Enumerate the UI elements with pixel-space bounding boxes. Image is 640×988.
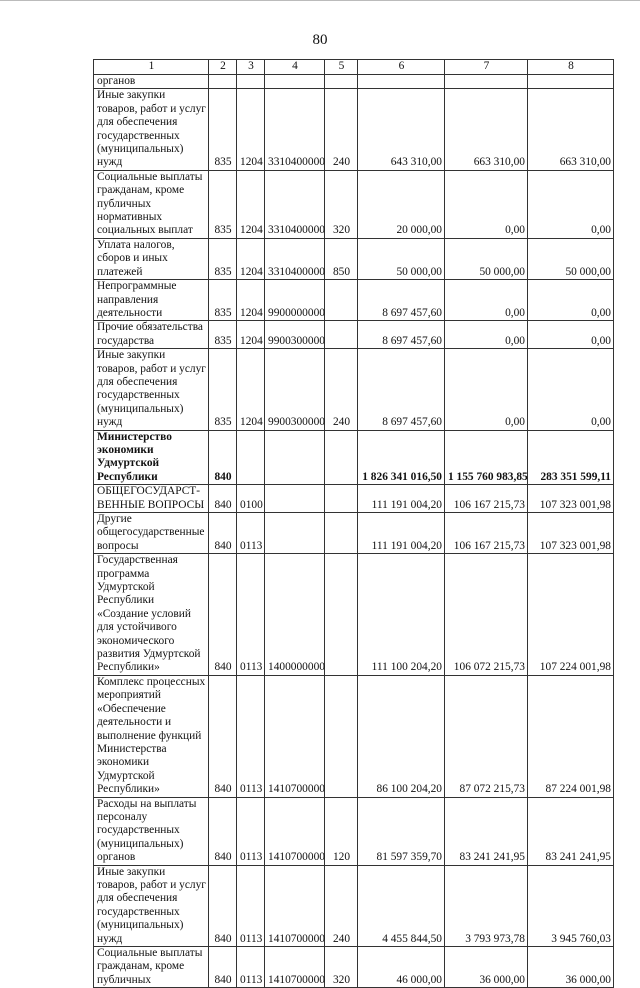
row-name: Уплата налогов, сборов и иных платежей xyxy=(94,238,209,279)
amount-col8: 50 000,00 xyxy=(528,238,614,279)
target-article-code: 3310400000 xyxy=(265,238,325,279)
row-name: Иные закупки товаров, работ и услуг для обеспечения государственных (муниципальных) нужд xyxy=(94,349,209,430)
table-row xyxy=(94,675,614,797)
header-row xyxy=(94,60,614,75)
amount-col8: 0,00 xyxy=(528,321,614,349)
ministry-code: 840 xyxy=(209,513,237,554)
target-article-code: 9900300000 xyxy=(265,349,325,430)
amount-col6: 8 697 457,60 xyxy=(358,321,445,349)
table-row xyxy=(94,89,614,170)
amount-col8: 0,00 xyxy=(528,349,614,430)
section-code: 0113 xyxy=(237,513,265,554)
section-code: 0113 xyxy=(237,675,265,797)
row-name: органов xyxy=(94,75,209,89)
column-header: 8 xyxy=(528,60,614,75)
amount-col6: 20 000,00 xyxy=(358,170,445,238)
page-number: 80 xyxy=(312,32,328,48)
amount-col7 xyxy=(445,75,528,89)
expense-type-code: 240 xyxy=(325,89,358,170)
amount-col7: 0,00 xyxy=(445,280,528,321)
ministry-code: 840 xyxy=(209,865,237,946)
row-name: Иные закупки товаров, работ и услуг для обеспечения государственных (муниципальных) нужд xyxy=(94,89,209,170)
amount-col7: 1 155 760 983,85 xyxy=(445,430,528,485)
table-row xyxy=(94,947,614,988)
amount-col8: 283 351 599,11 xyxy=(528,430,614,485)
section-code xyxy=(237,75,265,89)
row-name: Социальные выплаты гражданам, кроме публичных xyxy=(94,947,209,988)
amount-col8: 107 323 001,98 xyxy=(528,485,614,513)
table-row xyxy=(94,75,614,89)
section-code: 1204 xyxy=(237,170,265,238)
row-name: ОБЩЕГОСУДАРСТ-ВЕННЫЕ ВОПРОСЫ xyxy=(94,485,209,513)
section-code: 1204 xyxy=(237,238,265,279)
column-header: 1 xyxy=(94,60,209,75)
page-top-edge xyxy=(0,0,640,1)
table-row xyxy=(94,797,614,865)
section-code xyxy=(237,430,265,485)
column-header: 2 xyxy=(209,60,237,75)
amount-col6: 4 455 844,50 xyxy=(358,865,445,946)
ministry-code: 835 xyxy=(209,349,237,430)
section-code: 0113 xyxy=(237,797,265,865)
amount-col6: 643 310,00 xyxy=(358,89,445,170)
amount-col8: 0,00 xyxy=(528,170,614,238)
expense-type-code: 240 xyxy=(325,865,358,946)
table-row xyxy=(94,170,614,238)
row-name: Комплекс процессных мероприятий «Обеспечение деятельности и выполнение функций Министерства экономики Удмуртской Республики» xyxy=(94,675,209,797)
table-row xyxy=(94,349,614,430)
column-header: 7 xyxy=(445,60,528,75)
amount-col8: 107 323 001,98 xyxy=(528,513,614,554)
target-article-code: 1400000000 xyxy=(265,554,325,676)
amount-col7: 0,00 xyxy=(445,321,528,349)
target-article-code: 3310400000 xyxy=(265,170,325,238)
table-row xyxy=(94,430,614,485)
row-name: Министерство экономики Удмуртской Республики xyxy=(94,430,209,485)
amount-col6: 111 191 004,20 xyxy=(358,485,445,513)
section-code: 1204 xyxy=(237,89,265,170)
amount-col8: 87 224 001,98 xyxy=(528,675,614,797)
target-article-code: 1410700000 xyxy=(265,865,325,946)
section-code: 0113 xyxy=(237,554,265,676)
amount-col8: 83 241 241,95 xyxy=(528,797,614,865)
amount-col8 xyxy=(528,75,614,89)
target-article-code xyxy=(265,513,325,554)
target-article-code: 9900000000 xyxy=(265,280,325,321)
amount-col7: 36 000,00 xyxy=(445,947,528,988)
expense-type-code xyxy=(325,321,358,349)
expense-type-code: 320 xyxy=(325,947,358,988)
table-row xyxy=(94,280,614,321)
row-name: Непрограммные направления деятельности xyxy=(94,280,209,321)
row-name: Государственная программа Удмуртской Республики «Создание условий для устойчивого экономического развития Удмуртской Республики» xyxy=(94,554,209,676)
amount-col6: 50 000,00 xyxy=(358,238,445,279)
amount-col6: 111 191 004,20 xyxy=(358,513,445,554)
table-body xyxy=(94,75,614,988)
section-code: 1204 xyxy=(237,349,265,430)
table-row xyxy=(94,865,614,946)
section-code: 1204 xyxy=(237,280,265,321)
amount-col8: 663 310,00 xyxy=(528,89,614,170)
row-name: Социальные выплаты гражданам, кроме публичных нормативных социальных выплат xyxy=(94,170,209,238)
ministry-code: 835 xyxy=(209,238,237,279)
table-row xyxy=(94,513,614,554)
ministry-code: 835 xyxy=(209,89,237,170)
amount-col7: 0,00 xyxy=(445,170,528,238)
ministry-code: 835 xyxy=(209,170,237,238)
row-name: Другие общегосударственные вопросы xyxy=(94,513,209,554)
table-row xyxy=(94,321,614,349)
section-code: 0113 xyxy=(237,865,265,946)
ministry-code: 840 xyxy=(209,947,237,988)
ministry-code: 840 xyxy=(209,797,237,865)
target-article-code: 9900300000 xyxy=(265,321,325,349)
expense-type-code xyxy=(325,430,358,485)
ministry-code xyxy=(209,75,237,89)
expense-type-code xyxy=(325,280,358,321)
table-row xyxy=(94,554,614,676)
row-name: Иные закупки товаров, работ и услуг для обеспечения государственных (муниципальных) нужд xyxy=(94,865,209,946)
amount-col7: 106 072 215,73 xyxy=(445,554,528,676)
expense-type-code xyxy=(325,513,358,554)
budget-table xyxy=(93,59,614,988)
expense-type-code: 320 xyxy=(325,170,358,238)
table-row xyxy=(94,238,614,279)
target-article-code xyxy=(265,485,325,513)
expense-type-code xyxy=(325,75,358,89)
row-name: Расходы на выплаты персоналу государственных (муниципальных) органов xyxy=(94,797,209,865)
amount-col6: 1 826 341 016,50 xyxy=(358,430,445,485)
target-article-code xyxy=(265,75,325,89)
expense-type-code: 120 xyxy=(325,797,358,865)
target-article-code: 3310400000 xyxy=(265,89,325,170)
row-name: Прочие обязательства государства xyxy=(94,321,209,349)
amount-col7: 3 793 973,78 xyxy=(445,865,528,946)
amount-col6 xyxy=(358,75,445,89)
target-article-code: 1410700000 xyxy=(265,797,325,865)
ministry-code: 835 xyxy=(209,280,237,321)
column-header: 5 xyxy=(325,60,358,75)
target-article-code: 1410700000 xyxy=(265,675,325,797)
target-article-code: 1410700000 xyxy=(265,947,325,988)
amount-col6: 8 697 457,60 xyxy=(358,349,445,430)
amount-col8: 36 000,00 xyxy=(528,947,614,988)
amount-col8: 0,00 xyxy=(528,280,614,321)
column-header: 3 xyxy=(237,60,265,75)
amount-col6: 86 100 204,20 xyxy=(358,675,445,797)
amount-col6: 111 100 204,20 xyxy=(358,554,445,676)
target-article-code xyxy=(265,430,325,485)
amount-col6: 81 597 359,70 xyxy=(358,797,445,865)
amount-col7: 83 241 241,95 xyxy=(445,797,528,865)
amount-col8: 3 945 760,03 xyxy=(528,865,614,946)
expense-type-code xyxy=(325,485,358,513)
ministry-code: 840 xyxy=(209,485,237,513)
section-code: 0113 xyxy=(237,947,265,988)
amount-col6: 8 697 457,60 xyxy=(358,280,445,321)
amount-col7: 0,00 xyxy=(445,349,528,430)
amount-col6: 46 000,00 xyxy=(358,947,445,988)
amount-col7: 87 072 215,73 xyxy=(445,675,528,797)
amount-col7: 106 167 215,73 xyxy=(445,513,528,554)
expense-type-code: 240 xyxy=(325,349,358,430)
column-header: 6 xyxy=(358,60,445,75)
table-row xyxy=(94,485,614,513)
expense-type-code xyxy=(325,554,358,676)
expense-type-code xyxy=(325,675,358,797)
amount-col7: 663 310,00 xyxy=(445,89,528,170)
column-header: 4 xyxy=(265,60,325,75)
expense-type-code: 850 xyxy=(325,238,358,279)
section-code: 1204 xyxy=(237,321,265,349)
amount-col7: 106 167 215,73 xyxy=(445,485,528,513)
ministry-code: 835 xyxy=(209,321,237,349)
section-code: 0100 xyxy=(237,485,265,513)
ministry-code: 840 xyxy=(209,675,237,797)
ministry-code: 840 xyxy=(209,430,237,485)
amount-col7: 50 000,00 xyxy=(445,238,528,279)
ministry-code: 840 xyxy=(209,554,237,676)
amount-col8: 107 224 001,98 xyxy=(528,554,614,676)
